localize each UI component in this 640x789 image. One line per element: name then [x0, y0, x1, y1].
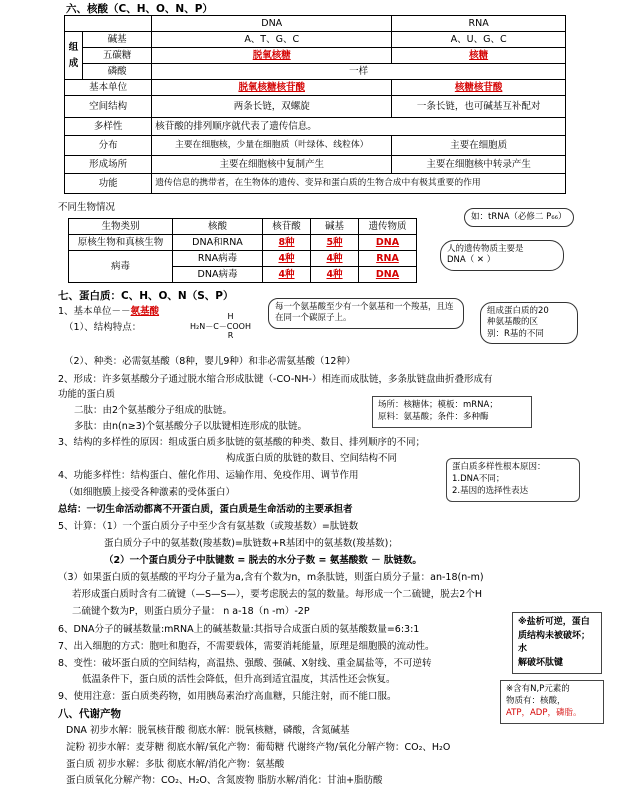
table-cell: RNA	[359, 251, 417, 267]
calc-line-3: （2）一个蛋白质分子中肽键数 = 脱去的水分子数 = 氨基酸数 － 肽链数。	[104, 555, 422, 566]
dna-ratio-line: 6、DNA分子的碱基数量:mRNA上的碱基数量:其指导合成蛋白质的氨基酸数量=6:3:1	[58, 624, 420, 635]
table-cell: 4种	[311, 251, 359, 267]
dna-sugar: 脱氧核糖	[152, 48, 392, 64]
table-cell: 病毒	[69, 251, 173, 283]
dna-bases: A、T、G、C	[152, 32, 392, 48]
header-rna: RNA	[392, 16, 566, 32]
table-cell: DNA病毒	[173, 267, 263, 283]
header-dna: DNA	[152, 16, 392, 32]
table-cell: 5种	[311, 235, 359, 251]
subheading: 不同生物情况	[58, 202, 116, 213]
dna-distribution: 主要在细胞核，少量在细胞质（叶绿体、线粒体）	[152, 136, 392, 156]
box-line: 蛋白质多样性根本原因：	[452, 462, 546, 472]
box-line: 物质有：核酸，	[506, 695, 566, 706]
row-label: 形成场所	[65, 156, 152, 174]
starch-hydrolysis-line: 淀粉 初步水解：麦芽糖 彻底水解/氧化产物：葡萄糖 代谢终产物/氧化分解产物：CO₂、H₂O	[66, 742, 451, 753]
box-line: 场所：核糖体；模板：mRNA；	[378, 400, 498, 410]
formation-line: 2、形成：许多氨基酸分子通过脱水缩合形成肽键（-CO-NH-）相连而成肽链，多条肽链盘曲折叠形成有	[58, 374, 493, 385]
function-line: 4、功能多样性：结构蛋白、催化作用、运输作用、免疫作用、调节作用	[58, 470, 359, 481]
section-7-title: 七、蛋白质：C、H、O、N（S、P）	[58, 290, 234, 302]
structure-feature: （1）、结构特点：	[64, 322, 142, 333]
calc-line-1: 5、计算：（1）一个蛋白质分子中至少含有氨基数（或羧基数）=肽链数	[58, 521, 359, 532]
synthesis-box	[372, 396, 532, 428]
basic-unit-line	[58, 306, 159, 317]
table-cell: DNA	[359, 267, 417, 283]
row-label: 磷酸	[83, 64, 152, 80]
diversity-value: 核苷酸的排列顺序就代表了遗传信息。	[152, 118, 566, 136]
table-cell: RNA病毒	[173, 251, 263, 267]
callout-line: DNA（ ✕ ）	[447, 255, 496, 266]
row-label: 功能	[65, 174, 152, 194]
rna-unit: 核糖核苷酸	[392, 80, 566, 96]
col-header: 核苷酸	[263, 219, 311, 235]
denature-line: 8、变性：破坏蛋白质的空间结构，高温热、强酸、强碱、X射线、重金属盐等，不可逆转	[58, 658, 432, 669]
formula-r: R	[227, 331, 234, 341]
usage-line: 9、使用注意：蛋白质类药物，如用胰岛素治疗高血糖，只能注射，而不能口服。	[58, 691, 397, 702]
dna-structure: 两条长链，双螺旋	[152, 96, 392, 118]
function-value: 遗传信息的携带者，在生物体的遗传、变异和蛋白质的生物合成中有极其重要的作用	[152, 174, 566, 194]
table-cell: 4种	[263, 267, 311, 283]
nucleic-acid-table	[64, 15, 566, 194]
table-cell: 4种	[263, 251, 311, 267]
box-line: 1.DNA不同；	[452, 473, 505, 484]
section-8-title: 八、代谢产物	[58, 708, 121, 720]
table-cell: DNA	[359, 235, 417, 251]
box-line: ATP，ADP，磷脂。	[506, 707, 582, 718]
phosphate-value: 一样	[152, 64, 566, 80]
row-label: 碱基	[83, 32, 152, 48]
calc-line-2: 蛋白质分子中的氨基数(羧基数)=肽链数+R基团中的氨基数(羧基数)；	[104, 538, 398, 549]
root-cause-box	[446, 458, 580, 502]
box-line: 2.基因的选择性表达	[452, 485, 529, 496]
calc-line-4: （3）如果蛋白质的氨基酸的平均分子量为a,含有个数为n，m条肽链，则蛋白质分子量：an-18(n-m)	[58, 572, 484, 583]
organism-table	[68, 218, 417, 283]
dipeptide-line: 二肽：由2个氨基酸分子组成的肽链。	[74, 405, 233, 416]
col-header: 生物类别	[69, 219, 173, 235]
callout-line: 别：R基的不同	[487, 328, 544, 339]
oxidation-line: 蛋白质氧化分解产物：CO₂、H₂O、含氮废物 脂肪水解/消化：甘油+脂肪酸	[66, 775, 383, 786]
box-line: 原料：氨基酸；条件：多种酶	[378, 411, 489, 422]
formation-line-2: 功能的蛋白质	[58, 389, 116, 400]
row-label: 分布	[65, 136, 152, 156]
box-line: 解破坏肽键	[518, 657, 564, 668]
formula-main: H₂N－C－COOH	[190, 321, 251, 331]
dna-unit: 脱氧核糖核苷酸	[152, 80, 392, 96]
amino-acid-callout: 每一个氨基酸至少有一个氨基和一个羧基，且连在同一个碳原子上。	[268, 298, 464, 329]
section-6-title: 六、核酸（C、H、O、N、P）	[66, 3, 213, 15]
highlight: 氨基酸	[130, 306, 160, 317]
salting-box	[512, 612, 602, 674]
rna-distribution: 主要在细胞质	[392, 136, 566, 156]
box-line: ※含有N,P元素的	[506, 684, 570, 694]
col-header: 碱基	[311, 219, 359, 235]
row-label: 多样性	[65, 118, 152, 136]
function-line-2: （如细胞膜上接受各种激素的受体蛋白）	[64, 487, 236, 498]
col-header: 核酸	[173, 219, 263, 235]
calc-line-5: 若形成蛋白质时含有二硫键（—S—S—），要考虑脱去的氢的数量。每形成一个二硫键，脱去2个H	[72, 589, 482, 600]
callout-line: 种氨基酸的区	[487, 317, 539, 328]
row-label: 五碳糖	[83, 48, 152, 64]
r-group-callout	[480, 302, 578, 344]
protein-hydrolysis-line: 蛋白质 初步水解：多肽 彻底水解/消化产物：氨基酸	[66, 759, 285, 770]
diversity-line-2: 构成蛋白质的肽链的数目、空间结构不同	[226, 453, 398, 464]
rna-sugar: 核糖	[392, 48, 566, 64]
diversity-line: 3、结构的多样性的原因：组成蛋白质多肽链的氨基酸的种类、数目、排列顺序的不同；	[58, 437, 426, 448]
dna-hydrolysis-line: DNA 初步水解：脱氧核苷酸 彻底水解：脱氧核糖，磷酸，含氮碱基	[66, 725, 350, 736]
dna-site: 主要在细胞核中复制产生	[152, 156, 392, 174]
box-line: ※盐析可逆，蛋白	[518, 617, 590, 627]
row-label: 空间结构	[65, 96, 152, 118]
table-corner	[65, 16, 152, 32]
denature-line-2: 低温条件下，蛋白质的活性会降低，但升高到适宜温度，其活性还会恢复。	[82, 674, 396, 685]
table-cell: 8种	[263, 235, 311, 251]
np-elements-box	[500, 680, 604, 724]
trna-callout: 如：tRNA（必修二 P₆₆）	[464, 208, 574, 227]
table-cell: 原核生物和真核生物	[69, 235, 173, 251]
summary-line: 总结：一切生命活动都离不开蛋白质，蛋白质是生命活动的主要承担者	[58, 504, 353, 515]
polypeptide-line: 多肽：由n(n≥3)个氨基酸分子以肽键相连形成的肽链。	[74, 421, 307, 432]
rna-structure: 一条长链，也可碱基互补配对	[392, 96, 566, 118]
rna-bases: A、U、G、C	[392, 32, 566, 48]
amino-acid-formula	[190, 312, 251, 341]
rna-site: 主要在细胞核中转录产生	[392, 156, 566, 174]
transport-line: 7、出入细胞的方式：胞吐和胞吞，不需要载体，需要消耗能量，原理是细胞膜的流动性。	[58, 641, 435, 652]
calc-line-6: 二硫键个数为P，则蛋白质分子量： n a-18（n -m）-2P	[72, 606, 310, 617]
types-line: （2）、种类：必需氨基酸（8种，婴儿9种）和非必需氨基酸（12种）	[64, 356, 356, 367]
compose-label: 组成	[65, 32, 83, 80]
genetic-material-callout	[440, 240, 564, 271]
box-line: 质结构未被破坏；水	[518, 630, 591, 654]
row-label: 基本单位	[65, 80, 152, 96]
col-header: 遗传物质	[359, 219, 417, 235]
callout-line: 组成蛋白质的20	[487, 306, 549, 316]
table-cell: DNA和RNA	[173, 235, 263, 251]
table-cell: 4种	[311, 267, 359, 283]
callout-line: 人的遗传物质主要是	[447, 244, 524, 254]
formula-h: H	[227, 312, 234, 321]
text: 1、基本单位－－	[58, 306, 131, 317]
